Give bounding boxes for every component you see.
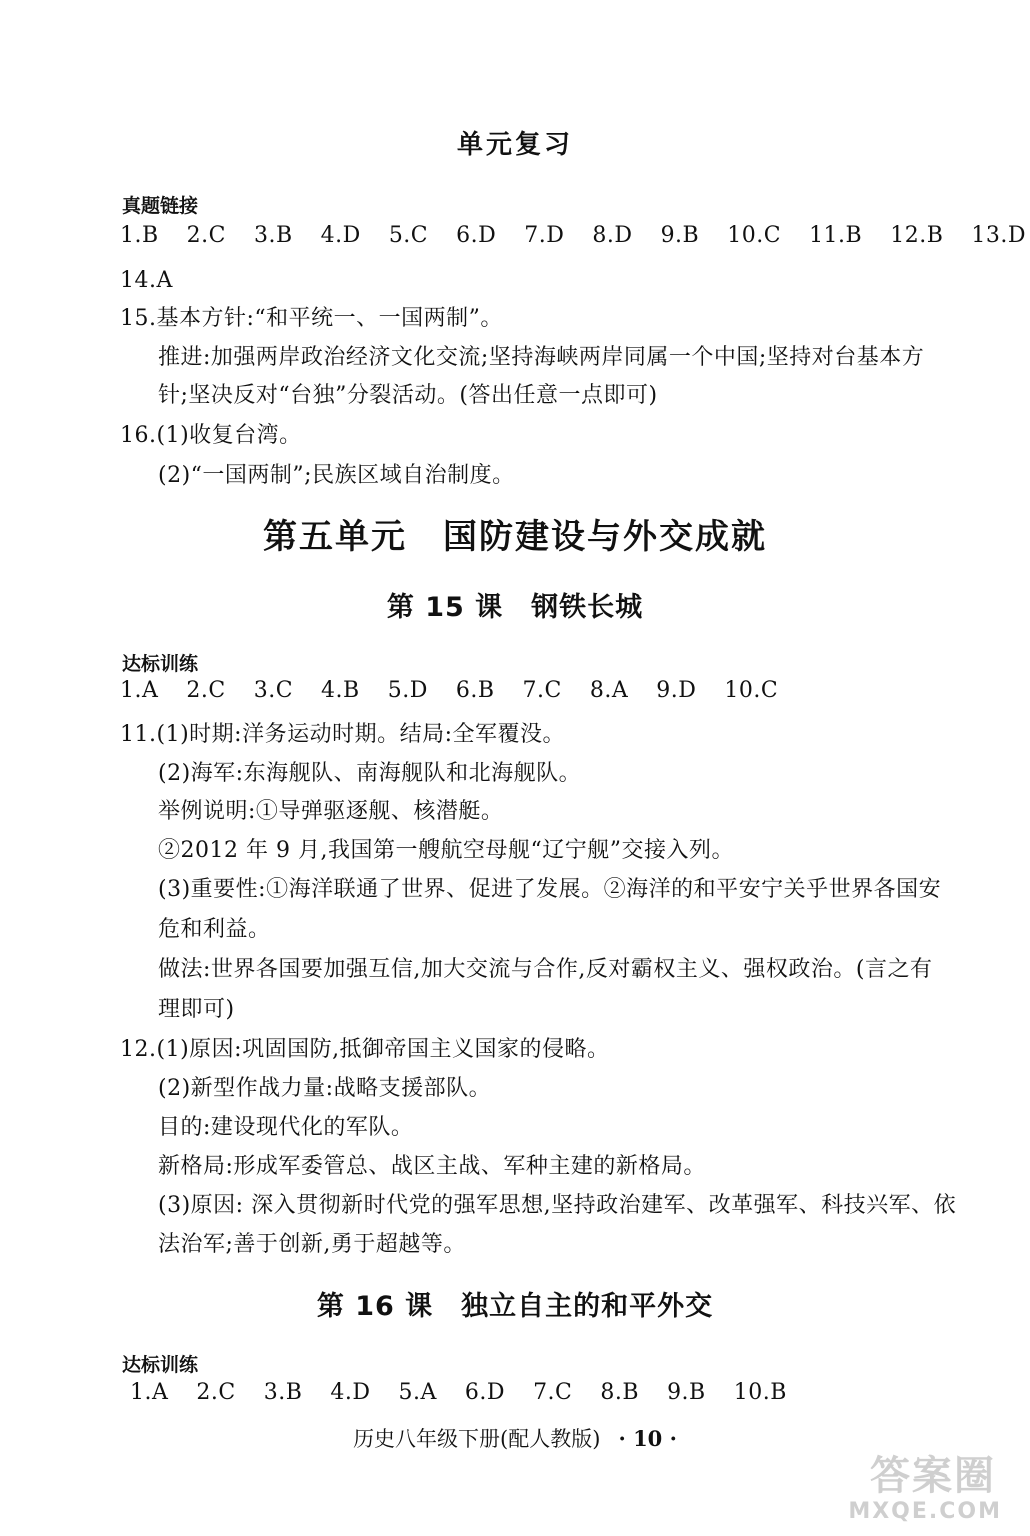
answer-line: ②2012 年 9 月,我国第一艘航空母舰“辽宁舰”交接入列。 — [158, 838, 734, 863]
answer-item: 4.D — [320, 223, 361, 248]
answer-item: 3.C — [253, 678, 294, 703]
answer-item: 5.A — [398, 1380, 437, 1405]
unit-review-title: 单元复习 — [456, 130, 573, 160]
answer-line: 针;坚决反对“台独”分裂活动。(答出任意一点即可) — [158, 383, 658, 408]
answer-item: 10.C — [727, 223, 782, 248]
section-label-real-questions: 真题链接 — [122, 195, 199, 217]
answer-item: 4.D — [330, 1380, 371, 1405]
answer-item: 6.D — [456, 223, 497, 248]
answer-item: 1.A — [120, 678, 159, 703]
answer-line: 15.基本方针:“和平统一、一国两制”。 — [120, 306, 503, 331]
answer-item: 1.A — [130, 1380, 169, 1405]
answer-item: 8.D — [592, 223, 633, 248]
unit-5-title: 第五单元 国防建设与外交成就 — [263, 517, 767, 557]
watermark-logo — [806, 1444, 1016, 1524]
answer-row — [130, 1378, 787, 1408]
section-label-practice: 达标训练 — [122, 1354, 199, 1376]
answer-item: 7.C — [522, 678, 562, 703]
page-number: · 10 · — [618, 1426, 677, 1451]
answer-item: 1.B — [120, 223, 159, 248]
answer-line: (2)海军:东海舰队、南海舰队和北海舰队。 — [158, 761, 582, 786]
section-label-practice: 达标训练 — [122, 653, 199, 675]
footer-book-title: 历史八年级下册(配人教版) — [353, 1427, 601, 1451]
answer-item: 5.D — [387, 678, 428, 703]
answer-line: 16.(1)收复台湾。 — [120, 423, 302, 448]
answer-line: 法治军;善于创新,勇于超越等。 — [158, 1232, 466, 1257]
answer-item: 4.B — [321, 678, 360, 703]
answer-row: 14.A — [120, 268, 173, 293]
lesson-15-title: 第 15 课 钢铁长城 — [386, 592, 644, 623]
answer-item: 13.D — [971, 223, 1027, 248]
answer-line: 做法:世界各国要加强互信,加大交流与合作,反对霸权主义、强权政治。(言之有 — [158, 957, 933, 982]
answer-line: 12.(1)原因:巩固国防,抵御帝国主义国家的侵略。 — [120, 1037, 610, 1062]
answer-row — [120, 676, 778, 706]
answer-item: 2.C — [196, 1380, 236, 1405]
answer-line: 危和利益。 — [158, 917, 271, 942]
answer-item: 10.B — [733, 1380, 787, 1405]
answer-item: 9.B — [660, 223, 700, 248]
answer-line: 理即可) — [158, 997, 235, 1022]
watermark-text-bottom: MXQE.COM — [848, 1499, 1002, 1524]
answer-line: 举例说明:①导弹驱逐舰、核潜艇。 — [158, 799, 504, 824]
answer-item: 7.C — [533, 1380, 573, 1405]
answer-item: 2.C — [186, 678, 226, 703]
answer-line: 11.(1)时期:洋务运动时期。结局:全军覆没。 — [120, 722, 565, 747]
answer-item: 5.C — [388, 223, 429, 248]
answer-line: 目的:建设现代化的军队。 — [158, 1115, 414, 1140]
watermark-text-top: 答案圈 — [870, 1453, 996, 1499]
answer-row — [120, 221, 1026, 251]
answer-item: 7.D — [524, 223, 565, 248]
answer-item: 8.B — [600, 1380, 640, 1405]
answer-item: 2.C — [186, 223, 226, 248]
answer-line: (3)原因: 深入贯彻新时代党的强军思想,坚持政治建军、改革强军、科技兴军、依 — [158, 1193, 957, 1218]
answer-item: 6.D — [464, 1380, 506, 1405]
answer-line: 新格局:形成军委管总、战区主战、军种主建的新格局。 — [158, 1154, 706, 1179]
answer-line: (3)重要性:①海洋联通了世界、促进了发展。②海洋的和平安宁关乎世界各国安 — [158, 877, 942, 902]
answer-item: 9.B — [667, 1380, 706, 1405]
answer-item: 9.D — [656, 678, 697, 703]
answer-item: 6.B — [455, 678, 495, 703]
answer-item: 11.B — [809, 223, 863, 248]
answer-item: 12.B — [890, 223, 944, 248]
answer-line: (2)“一国两制”;民族区域自治制度。 — [158, 463, 515, 488]
answer-item: 8.A — [589, 678, 629, 703]
answer-line: 推进:加强两岸政治经济文化交流;坚持海峡两岸同属一个中国;坚持对台基本方 — [158, 345, 925, 370]
lesson-16-title: 第 16 课 独立自主的和平外交 — [316, 1291, 714, 1322]
answer-item: 3.B — [263, 1380, 303, 1405]
answer-line: (2)新型作战力量:战略支援部队。 — [158, 1076, 492, 1101]
answer-item: 3.B — [254, 223, 293, 248]
answer-item: 10.C — [724, 678, 779, 703]
